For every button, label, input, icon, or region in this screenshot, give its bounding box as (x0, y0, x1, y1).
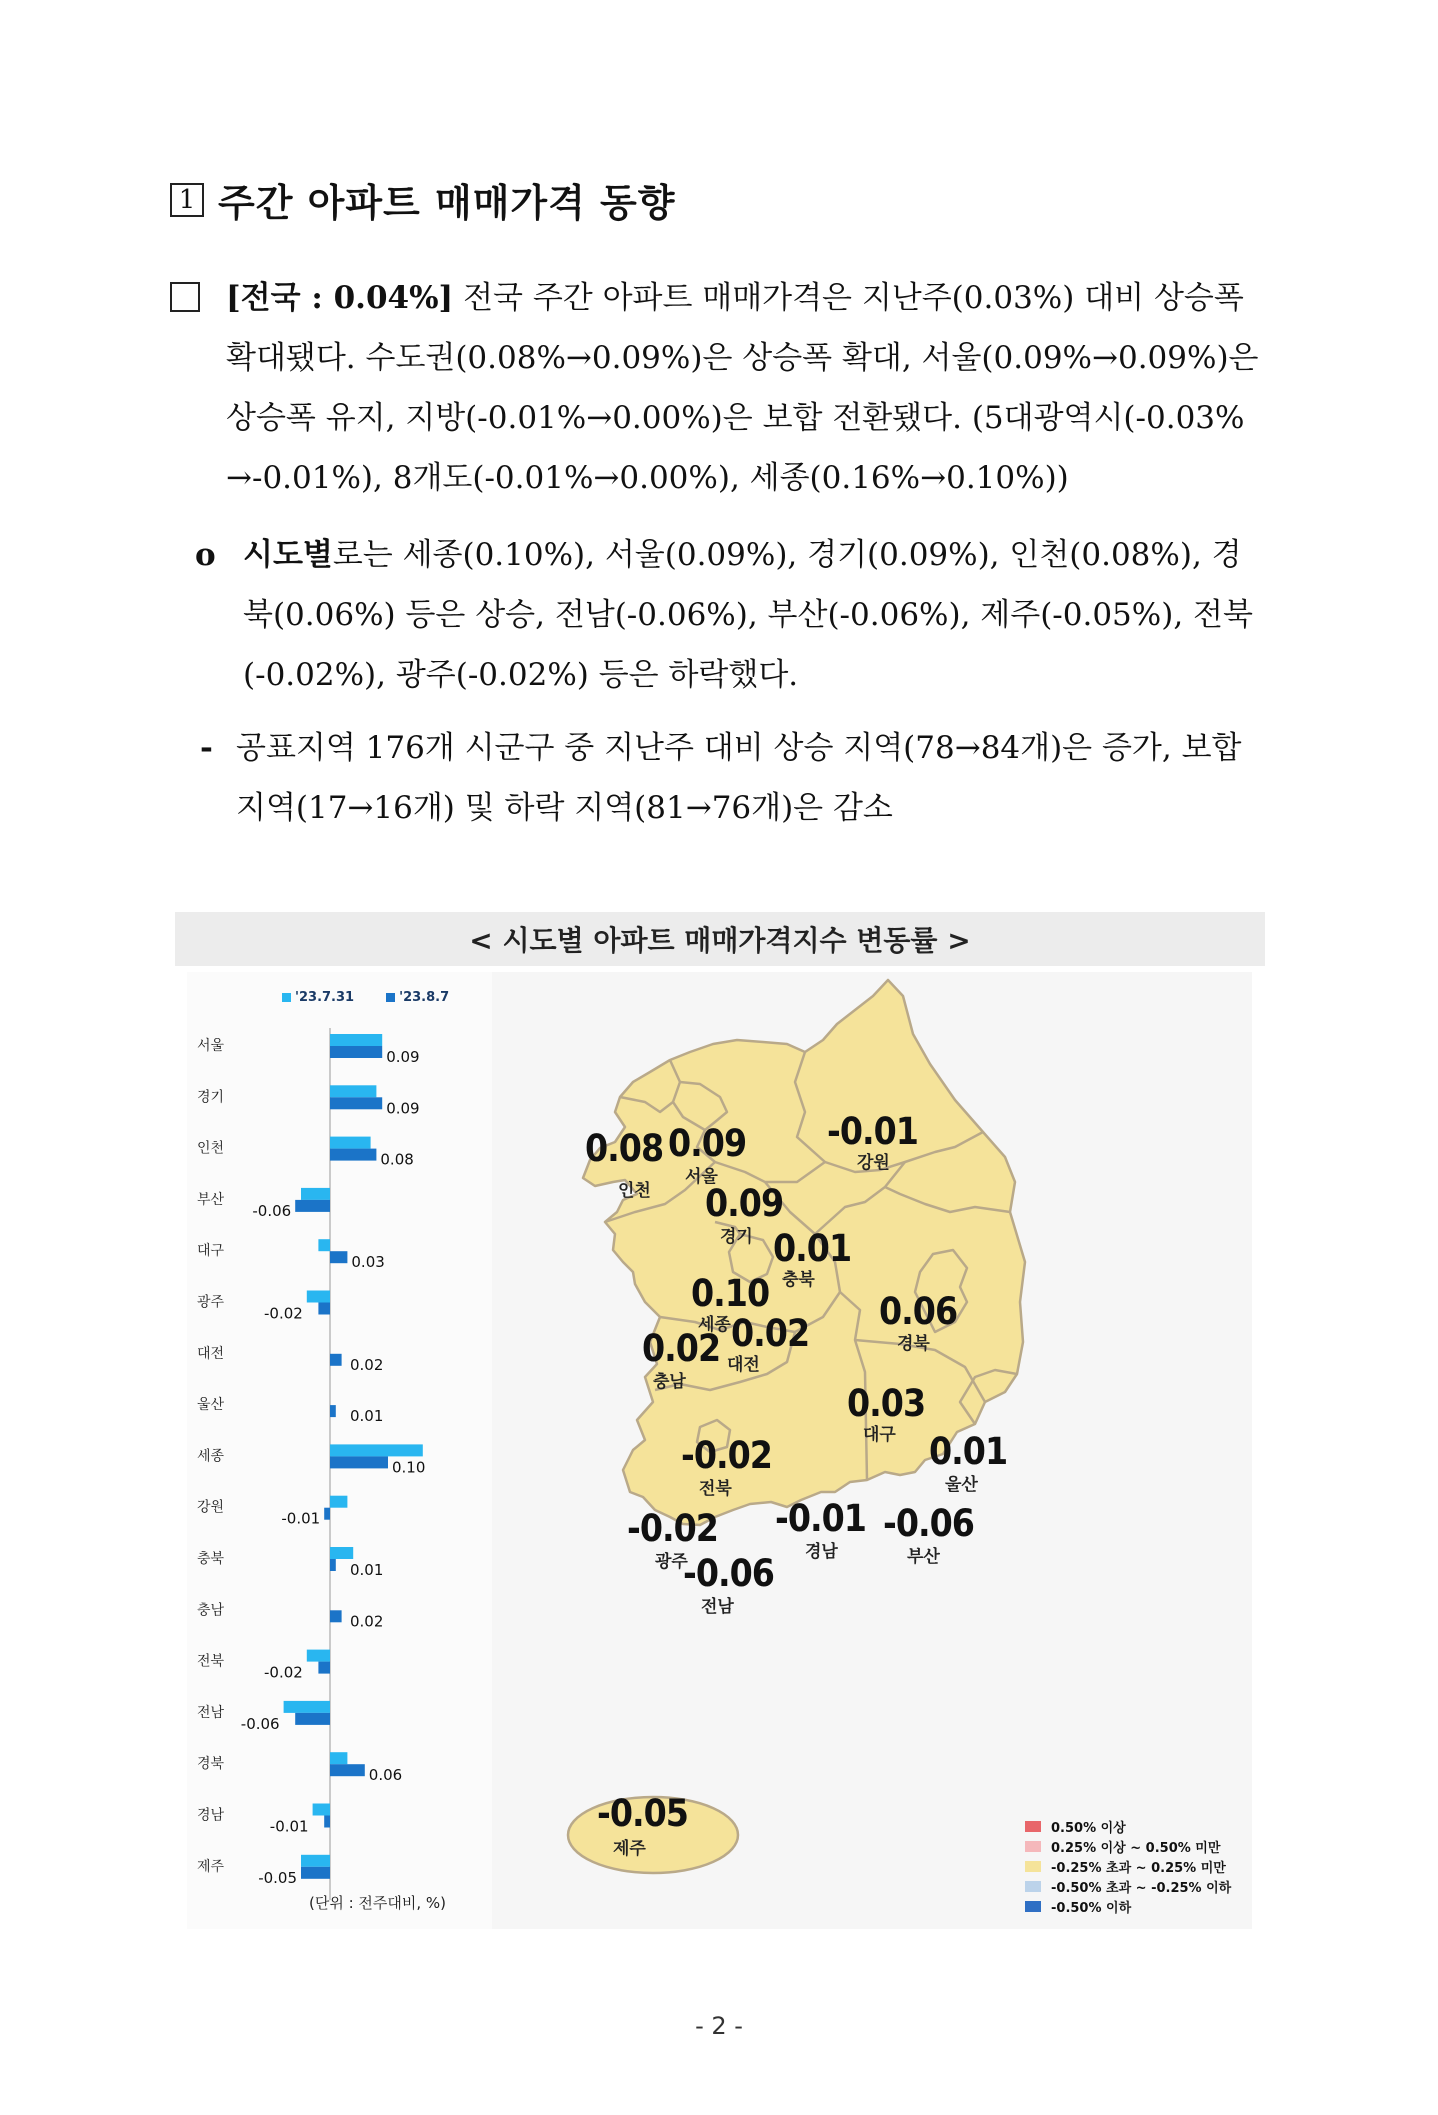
data-label-9: -0.01 (281, 1509, 321, 1528)
legend-label: '23.8.7 (399, 990, 450, 1005)
regional-body (243, 525, 1270, 705)
bar-curr-3 (295, 1200, 330, 1212)
bar-prev-16 (301, 1855, 330, 1867)
bar-prev-8 (330, 1444, 423, 1456)
map-label-daegu: 대구 (863, 1425, 896, 1445)
map-value-sejong: 0.10 (691, 1272, 770, 1315)
category-label-2: 인천 (197, 1140, 225, 1157)
category-label-4: 대구 (197, 1243, 225, 1260)
summary-heading: [전국 : 0.04%] (226, 280, 454, 316)
map-value-jeonnam: -0.06 (683, 1552, 774, 1595)
category-label-16: 제주 (197, 1858, 225, 1875)
section-header (170, 172, 675, 227)
bar-prev-10 (330, 1547, 353, 1559)
map-value-chungnam: 0.02 (642, 1327, 721, 1370)
data-label-4: 0.03 (351, 1253, 385, 1272)
legend-swatch (1025, 1861, 1041, 1872)
bar-chart-panel (187, 972, 492, 1929)
figure-body (187, 972, 1252, 1929)
bar-curr-7 (330, 1405, 336, 1417)
bar-curr-5 (318, 1303, 330, 1315)
map-legend-item (1025, 1856, 1231, 1876)
category-label-8: 세종 (197, 1448, 225, 1465)
regional-heading: 시도별 (243, 537, 333, 573)
map-label-jeonnam: 전남 (701, 1597, 734, 1617)
bar-curr-15 (324, 1816, 330, 1828)
map-label-ulsan: 울산 (945, 1475, 978, 1495)
map-value-gwangju: -0.02 (627, 1507, 718, 1550)
category-label-13: 전남 (197, 1704, 225, 1721)
map-label-daejeon: 대전 (727, 1355, 760, 1375)
legend-label: -0.50% 초과 ~ -0.25% 이하 (1051, 1880, 1232, 1896)
bar-curr-0 (330, 1046, 382, 1058)
category-label-14: 경북 (197, 1756, 225, 1773)
category-label-11: 충남 (197, 1602, 225, 1619)
map-legend-item (1025, 1816, 1231, 1836)
square-bullet-icon (170, 282, 200, 312)
bar-curr-13 (295, 1713, 330, 1725)
data-label-13: -0.06 (240, 1714, 280, 1733)
map-value-chungbuk: 0.01 (773, 1227, 852, 1270)
bar-prev-15 (313, 1804, 330, 1816)
figure (175, 912, 1265, 1932)
data-label-3: -0.06 (252, 1201, 292, 1220)
map-legend-item (1025, 1876, 1231, 1896)
bar-prev-4 (318, 1239, 330, 1251)
map-value-jeju: -0.05 (597, 1792, 688, 1835)
legend-swatch (1025, 1901, 1041, 1912)
legend-swatch (1025, 1881, 1041, 1892)
category-label-15: 경남 (197, 1807, 225, 1824)
map-value-daejeon: 0.02 (731, 1312, 810, 1355)
bar-prev-3 (301, 1188, 330, 1200)
data-label-15: -0.01 (269, 1817, 309, 1836)
bar-chart (187, 972, 492, 1929)
regional-paragraph (195, 525, 1270, 705)
data-label-5: -0.02 (263, 1304, 303, 1323)
dash-bullet: - (200, 730, 213, 766)
bar-curr-11 (330, 1610, 342, 1622)
bar-prev-12 (307, 1650, 330, 1662)
map-label-gwangju: 광주 (655, 1552, 688, 1572)
bar-curr-16 (301, 1867, 330, 1879)
map-value-gangwon: -0.01 (827, 1110, 918, 1153)
bar-prev-5 (307, 1291, 330, 1303)
category-label-12: 전북 (197, 1653, 225, 1670)
section-number: 1 (170, 183, 204, 217)
regional-text: 로는 세종(0.10%), 서울(0.09%), 경기(0.09%), 인천(0.08%), 경북(0.06%) 등은 상승, 전남(-0.06%), 부산(-0.06%), 제주(-0.05%), 전북(-0.02%), 광주(-0.02%) 등은 하락했다. (243, 537, 1253, 693)
data-label-7: 0.01 (350, 1407, 384, 1426)
map-value-incheon: 0.08 (585, 1127, 664, 1170)
map-label-gyeongnam: 경남 (805, 1542, 838, 1562)
figure-title: < 시도별 아파트 매매가격지수 변동률 > (175, 912, 1265, 966)
summary-text: 전국 주간 아파트 매매가격은 지난주(0.03%) 대비 상승폭 확대됐다. 수도권(0.08%→0.09%)은 상승폭 확대, 서울(0.09%→0.09%)은 상승폭 유지, 지방(-0.01%→0.00%)은 보합 전환됐다. (5대광역시(-0.03% →-0.01%), 8개도(-0.01%→0.00%), 세종(0.16%→0.10%)) (226, 280, 1259, 496)
bar-prev-13 (284, 1701, 330, 1713)
map-legend-item (1025, 1836, 1231, 1856)
legend-swatch (1025, 1841, 1041, 1852)
map-value-gyeonggi: 0.09 (705, 1182, 784, 1225)
map-label-chungnam: 충남 (653, 1372, 686, 1392)
legend-label: 0.25% 이상 ~ 0.50% 미만 (1051, 1840, 1221, 1856)
map-panel (505, 972, 1252, 1929)
district-paragraph (200, 718, 1270, 838)
bar-curr-9 (324, 1508, 330, 1520)
bar-curr-2 (330, 1149, 376, 1161)
legend-label: 0.50% 이상 (1051, 1820, 1126, 1836)
legend-swatch (1025, 1821, 1041, 1832)
data-label-11: 0.02 (350, 1612, 384, 1631)
bar-prev-1 (330, 1085, 376, 1097)
map-value-seoul: 0.09 (668, 1122, 747, 1165)
summary-paragraph (170, 268, 1270, 508)
bar-curr-14 (330, 1764, 365, 1776)
map-label-gyeongbuk: 경북 (897, 1334, 930, 1354)
map-label-seoul: 서울 (685, 1167, 718, 1187)
map-label-chungbuk: 충북 (782, 1270, 815, 1290)
category-label-9: 강원 (197, 1499, 225, 1516)
category-label-1: 경기 (197, 1089, 225, 1106)
summary-body (226, 268, 1270, 508)
page-number: - 2 - (695, 2012, 743, 2040)
map-value-busan: -0.06 (883, 1502, 974, 1545)
data-label-1: 0.09 (386, 1099, 420, 1118)
data-label-16: -0.05 (258, 1868, 297, 1887)
map-value-gyeongbuk: 0.06 (879, 1290, 958, 1333)
category-label-6: 대전 (197, 1345, 225, 1362)
bar-prev-0 (330, 1034, 382, 1046)
map-legend (1025, 1816, 1231, 1916)
bar-curr-8 (330, 1456, 388, 1468)
unit-label: (단위 : 전주대비, %) (309, 1894, 447, 1912)
category-label-5: 광주 (197, 1294, 225, 1311)
category-label-10: 충북 (197, 1551, 225, 1567)
map-label-jeonbuk: 전북 (699, 1479, 732, 1499)
bar-prev-14 (330, 1752, 347, 1764)
bar-curr-10 (330, 1559, 336, 1571)
district-text: 공표지역 176개 시군구 중 지난주 대비 상승 지역(78→84개)은 증가, 보합 지역(17→16개) 및 하락 지역(81→76개)은 감소 (236, 730, 1242, 826)
bar-curr-4 (330, 1251, 347, 1263)
map-legend-item (1025, 1896, 1231, 1916)
data-label-8: 0.10 (392, 1458, 426, 1477)
circle-bullet-icon: o (195, 537, 216, 573)
data-label-12: -0.02 (263, 1663, 303, 1682)
map-label-incheon: 인천 (618, 1181, 651, 1201)
map-value-gyeongnam: -0.01 (775, 1497, 866, 1540)
category-label-0: 서울 (197, 1038, 225, 1054)
data-label-14: 0.06 (368, 1766, 403, 1785)
category-label-7: 울산 (197, 1397, 225, 1414)
map-label-busan: 부산 (907, 1547, 940, 1567)
legend-label: -0.50% 이하 (1051, 1900, 1132, 1916)
bar-curr-6 (330, 1354, 342, 1366)
map-label-gangwon: 강원 (857, 1153, 890, 1173)
data-label-2: 0.08 (380, 1150, 414, 1169)
data-label-6: 0.02 (350, 1355, 384, 1374)
section-title: 주간 아파트 매매가격 동향 (218, 181, 676, 225)
bar-prev-9 (330, 1496, 347, 1508)
map-value-daegu: 0.03 (847, 1382, 926, 1425)
data-label-0: 0.09 (386, 1048, 420, 1066)
map-label-jeju: 제주 (613, 1839, 646, 1859)
legend-label: '23.7.31 (295, 990, 355, 1005)
legend-label: -0.25% 초과 ~ 0.25% 미만 (1051, 1860, 1226, 1876)
category-label-3: 부산 (197, 1191, 225, 1208)
map-label-sejong: 세종 (698, 1315, 731, 1335)
map-value-jeonbuk: -0.02 (681, 1434, 772, 1477)
bar-curr-1 (330, 1097, 382, 1109)
map-value-ulsan: 0.01 (929, 1430, 1008, 1473)
bar-curr-12 (318, 1662, 330, 1674)
data-label-10: 0.01 (350, 1561, 384, 1579)
map-label-gyeonggi: 경기 (720, 1227, 753, 1247)
bar-prev-2 (330, 1137, 371, 1149)
